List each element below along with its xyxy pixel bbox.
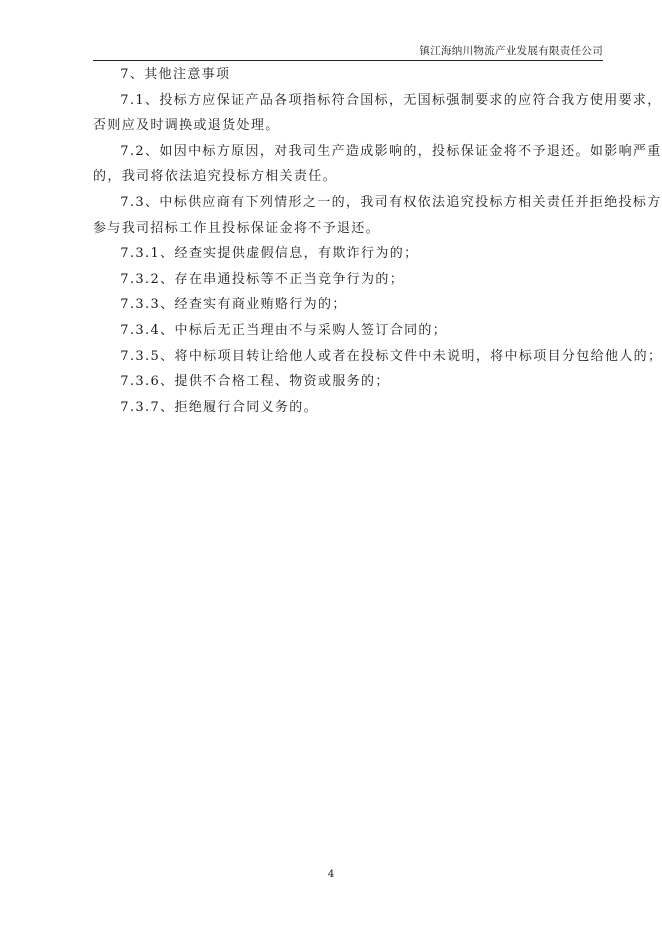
paragraph-7-3-2 (93, 267, 606, 293)
paragraph-7-3-4 (93, 318, 606, 344)
page-number-value: 4 (327, 869, 335, 880)
paragraph-7-3 (93, 190, 662, 241)
page-header (93, 44, 603, 61)
paragraph-line: 7.2、如因中标方原因，对我司生产造成影响的，投标保证金将不予退还。如影响严重 (120, 143, 662, 159)
paragraph-line: 7.3.7、拒绝履行合同义务的。 (120, 399, 318, 415)
header-company-name: 镇江海纳川物流产业发展有限责任公司 (419, 45, 603, 57)
paragraph-7-3-1 (93, 241, 606, 267)
paragraph-7-1 (93, 88, 662, 139)
paragraph-line: 7.3.3、经查实有商业贿赂行为的； (120, 297, 347, 313)
paragraph-line: 7.3.4、中标后无正当理由不与采购人签订合同的； (120, 322, 448, 338)
page-number (0, 868, 662, 882)
paragraph-line: 7.1、投标方应保证产品各项指标符合国标，无国标强制要求的应符合我方使用要求， (120, 92, 662, 108)
paragraph-line: 7.3.1、经查实提供虚假信息，有欺诈行为的； (120, 246, 419, 262)
paragraph-7-3-6 (93, 369, 606, 395)
paragraph-line: 参与我司招标工作且投标保证金将不予退还。 (93, 220, 381, 236)
paragraph-line: 的，我司将依法追究投标方相关责任。 (93, 169, 337, 185)
paragraph-7-3-3 (93, 292, 606, 318)
paragraph-line: 7.3、中标供应商有下列情形之一的，我司有权依法追究投标方相关责任并拒绝投标方 (120, 194, 662, 210)
paragraph-line: 7、其他注意事项 (120, 67, 231, 82)
paragraph-line: 7.3.5、将中标项目转让给他人或者在投标文件中未说明，将中标项目分包给他人的； (120, 348, 662, 364)
paragraph-line: 7.3.2、存在串通投标等不正当竞争行为的； (120, 271, 405, 287)
section-heading (93, 62, 606, 88)
paragraph-7-2 (93, 139, 662, 190)
paragraph-7-3-5 (93, 344, 662, 370)
paragraph-7-3-7 (93, 395, 606, 421)
document-body (93, 62, 662, 420)
paragraph-line: 7.3.6、提供不合格工程、物资或服务的； (120, 374, 390, 390)
paragraph-line: 否则应及时调换或退货处理。 (93, 118, 280, 134)
